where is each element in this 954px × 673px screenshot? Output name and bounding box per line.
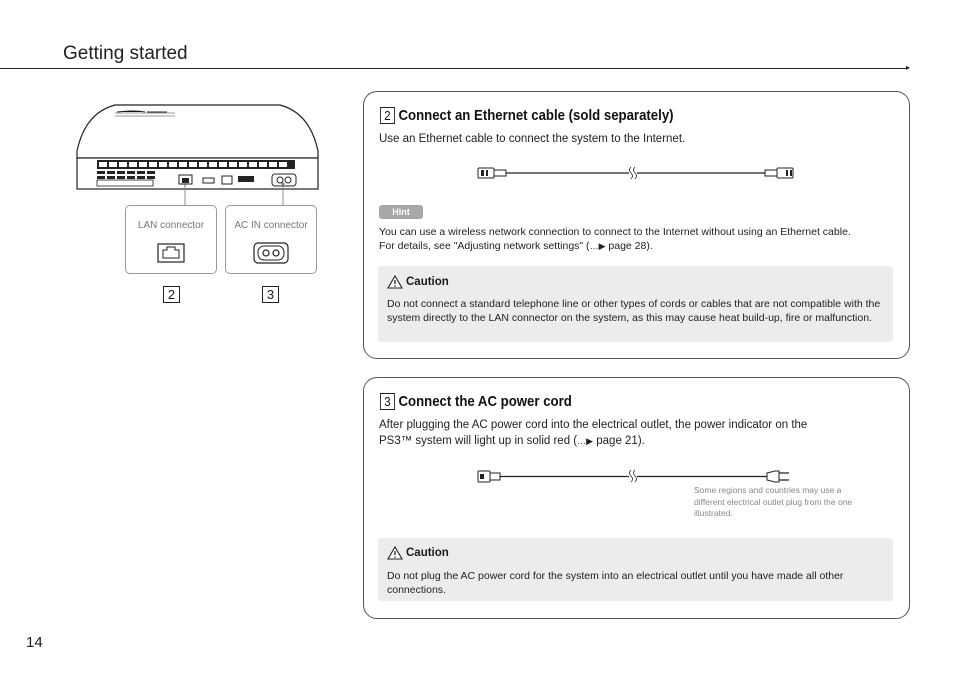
hint-line-2-post: page 28). [605, 240, 653, 252]
hint-line-2 [379, 239, 899, 253]
warning-triangle-icon [387, 546, 403, 560]
arrow-right-icon: …▶ [589, 241, 606, 251]
power-cord-illustration [477, 467, 797, 487]
power-caution-box [378, 538, 893, 601]
step-marker-2: 2 [163, 286, 180, 303]
ethernet-cable-illustration [477, 164, 797, 182]
ethernet-section [363, 91, 910, 359]
ethernet-caution-heading [387, 275, 449, 289]
arrow-right-icon: …▶ [577, 436, 594, 446]
connector-leader-lines [150, 178, 300, 208]
ethernet-section-heading [380, 107, 674, 124]
power-caution-label: Caution [406, 547, 449, 559]
power-section [363, 377, 910, 619]
ethernet-caution-text: Do not connect a standard telephone line or other types of cords or cables that are not compatible with the system directly to the LAN connector on the system, as this may cause heat build-up, fire or malfunction. [387, 298, 881, 324]
power-intro [379, 417, 899, 449]
hint-line-2-pre: For details, see "Adjusting network settings" ( [379, 240, 590, 252]
ethernet-section-title: Connect an Ethernet cable (sold separately) [398, 107, 674, 124]
lan-connector-label: LAN connector [137, 220, 205, 231]
warning-triangle-icon [387, 275, 403, 289]
lan-port-icon [157, 243, 185, 263]
power-caution-heading [387, 546, 449, 560]
ethernet-caution-box [378, 266, 893, 342]
ethernet-step-number: 2 [380, 107, 395, 124]
power-caution-text: Do not plug the AC power cord for the system into an electrical outlet until you have made all other connections. [387, 570, 844, 596]
header-divider [0, 63, 911, 72]
power-section-title: Connect the AC power cord [398, 393, 572, 410]
header-divider-end-icon: ▸ [906, 63, 911, 72]
ac-connector-label: AC IN connector [234, 220, 308, 231]
ac-connector-callout [225, 205, 317, 274]
power-intro-line-1: After plugging the AC power cord into the electrical outlet, the power indicator on the [379, 419, 808, 431]
page-number: 14 [26, 634, 43, 651]
power-intro-line-2 [379, 433, 899, 449]
hint-text [379, 225, 899, 253]
ac-inlet-icon [253, 242, 289, 264]
page-title: Getting started [63, 43, 188, 64]
power-intro-line-2-pre: PS3™ system will light up in solid red ( [379, 435, 578, 447]
power-step-number: 3 [380, 393, 395, 410]
ethernet-intro: Use an Ethernet cable to connect the system to the Internet. [379, 133, 686, 145]
hint-badge: Hint [379, 205, 423, 219]
plug-footnote: Some regions and countries may use a different electrical outlet plug from the one illustrated. [694, 485, 853, 518]
ethernet-caution-label: Caution [406, 276, 449, 288]
step-marker-3: 3 [262, 286, 279, 303]
power-section-heading [380, 393, 572, 410]
hint-line-1: You can use a wireless network connection to connect to the Internet without using an Ethernet cable. [379, 226, 851, 238]
lan-connector-callout [125, 205, 217, 274]
power-intro-line-2-post: page 21). [593, 435, 645, 447]
